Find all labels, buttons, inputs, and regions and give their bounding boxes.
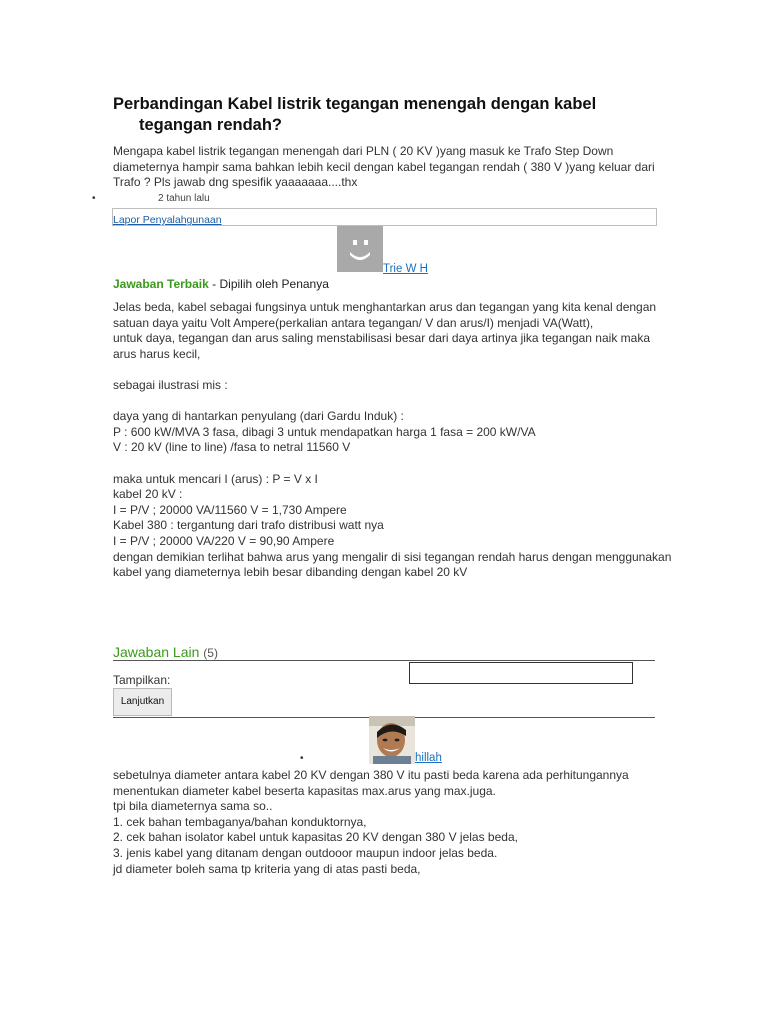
bullet-marker: •	[300, 753, 304, 764]
question-body: Mengapa kabel listrik tegangan menengah dari PLN ( 20 KV )yang masuk ke Trafo Step Down diameternya hampir sama bahkan lebih kecil dengan kabel tegangan rendah ( 380 V )yang keluar dari Trafo ? Pls jawab dng spesifik yaaaaaaa....thx	[113, 144, 655, 189]
bullet-marker: •	[92, 193, 96, 204]
default-avatar-icon[interactable]	[337, 226, 383, 272]
question-title-line2: tegangan rendah?	[139, 116, 283, 134]
question-title-line1: Perbandingan Kabel listrik tegangan menengah dengan kabel	[113, 95, 597, 113]
report-abuse-link[interactable]: Lapor Penyalahgunaan	[113, 214, 222, 226]
sort-select[interactable]	[409, 662, 633, 684]
other-answers-title: Jawaban Lain	[113, 644, 200, 660]
chosen-by-text: - Dipilih oleh Penanya	[208, 277, 329, 291]
best-answer-label: Jawaban Terbaik	[113, 277, 209, 291]
show-label: Tampilkan:	[113, 673, 171, 687]
user-photo-avatar[interactable]	[369, 716, 415, 764]
other-answers-count: (5)	[203, 646, 218, 660]
question-title	[113, 94, 653, 136]
best-answer-text: Jelas beda, kabel sebagai fungsinya untuk menghantarkan arus dan tegangan yang kita kenal dengan satuan daya yaitu Volt Ampere(perkalian antara tegangan/ V dan arus/I) menjadi VA(Watt), untuk daya, tegangan dan arus saling menstabilisasi besar dari daya artinya jika tegangan naik maka arus harus kecil, sebagai ilustrasi mis : daya yang di hantarkan penyulang (dari Gardu Induk) : P : 600 kW/MVA 3 fasa, dibagi 3 untuk mendapatkan harga 1 fasa = 200 kW/VA V : 20 kV (line to line) /fasa to netral 11560 V maka untuk mencari I (arus) : P = V x I kabel 20 kV : I = P/V ; 20000 VA/11560 V = 1,730 Ampere Kabel 380 : tergantung dari trafo distribusi watt nya I = P/V ; 20000 VA/220 V = 90,90 Ampere dengan demikian terlihat bahwa arus yang mengalir di sisi tegangan rendah harus dengan menggunakan kabel yang diameternya lebih besar dibanding dengan kabel 20 kV	[113, 300, 672, 580]
best-answer-user-link[interactable]: Trie W H	[383, 263, 428, 275]
answer2-text: sebetulnya diameter antara kabel 20 KV dengan 380 V itu pasti beda karena ada perhitungannya menentukan diameter kabel beserta kapasitas max.arus yang max.juga. tpi bila diameternya sama so.. 1. cek bahan tembaganya/bahan konduktornya, 2. cek bahan isolator kabel untuk kapasitas 20 KV dengan 380 V jelas beda, 3. jenis kabel yang ditanam dengan outdooor maupun indoor jelas beda. jd diameter boleh sama tp kriteria yang di atas pasti beda,	[113, 768, 629, 876]
question-time: 2 tahun lalu	[158, 193, 210, 204]
other-answers-heading	[113, 644, 218, 660]
continue-button[interactable]: Lanjutkan	[113, 688, 172, 716]
best-answer-header	[113, 277, 329, 291]
answer2-user-link[interactable]: hillah	[415, 752, 442, 764]
divider	[113, 660, 655, 661]
